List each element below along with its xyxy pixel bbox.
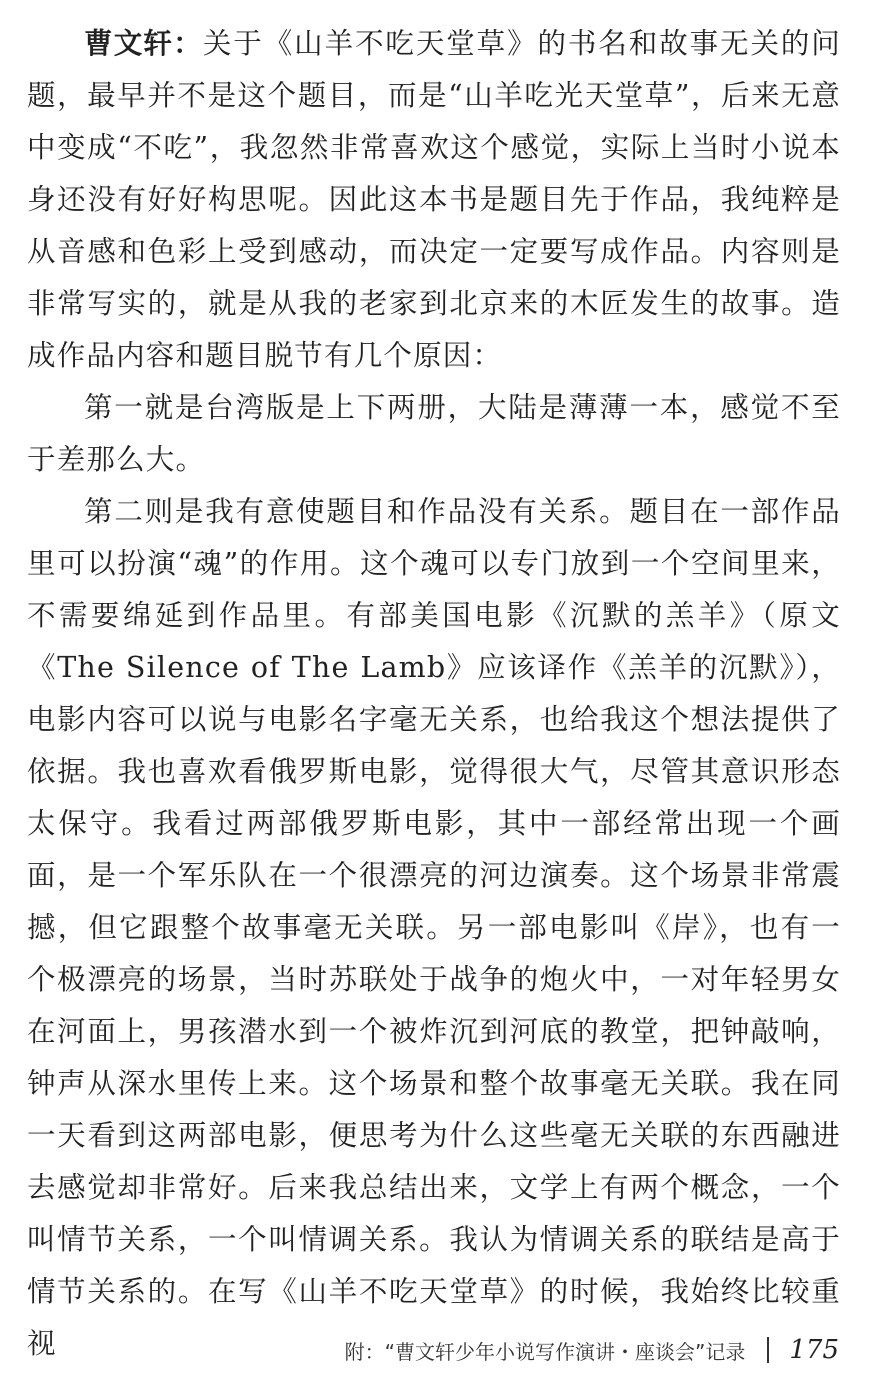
speaker-name: 曹文轩： [84, 27, 203, 60]
footer-divider [767, 1337, 769, 1363]
main-text [27, 18, 841, 1370]
paragraph-first-reason [27, 382, 841, 486]
running-title: 附：“曹文轩少年小说写作演讲・座谈会”记录 [344, 1339, 746, 1364]
paragraph-second-reason [27, 486, 841, 1370]
paragraph-text: 关于《山羊不吃天堂草》的书名和故事无关的问题，最早并不是这个题目，而是“山羊吃光天堂草”，后来无意中变成“不吃”，我忽然非常喜欢这个感觉，实际上当时小说本身还没有好好构思呢。因此这本书是题目先于作品，我纯粹是从音感和色彩上受到感动，而决定一定要写成作品。内容则是非常写实的，就是从我的老家到北京来的木匠发生的故事。造成作品内容和题目脱节有几个原因： [27, 27, 841, 372]
paragraph-text: 第一就是台湾版是上下两册，大陆是薄薄一本，感觉不至于差那么大。 [27, 391, 841, 476]
page-number: 175 [789, 1335, 839, 1365]
paragraph-intro [27, 18, 841, 382]
page-footer [345, 1328, 839, 1372]
paragraph-text: 第二则是我有意使题目和作品没有关系。题目在一部作品里可以扮演“魂”的作用。这个魂可以专门放到一个空间里来，不需要绵延到作品里。有部美国电影《沉默的羔羊》（原文《The Silence of The Lamb》应该译作《羔羊的沉默》），电影内容可以说与电影名字毫无关系，也给我这个想法提供了依据。我也喜欢看俄罗斯电影，觉得很大气，尽管其意识形态太保守。我看过两部俄罗斯电影，其中一部经常出现一个画面，是一个军乐队在一个很漂亮的河边演奏。这个场景非常震撼，但它跟整个故事毫无关联。另一部电影叫《岸》，也有一个极漂亮的场景，当时苏联处于战争的炮火中，一对年轻男女在河面上，男孩潜水到一个被炸沉到河底的教堂，把钟敲响，钟声从深水里传上来。这个场景和整个故事毫无关联。我在同一天看到这两部电影，便思考为什么这些毫无关联的东西融进去感觉却非常好。后来我总结出来，文学上有两个概念，一个叫情节关系，一个叫情调关系。我认为情调关系的联结是高于情节关系的。在写《山羊不吃天堂草》的时候，我始终比较重视 [27, 495, 841, 1360]
